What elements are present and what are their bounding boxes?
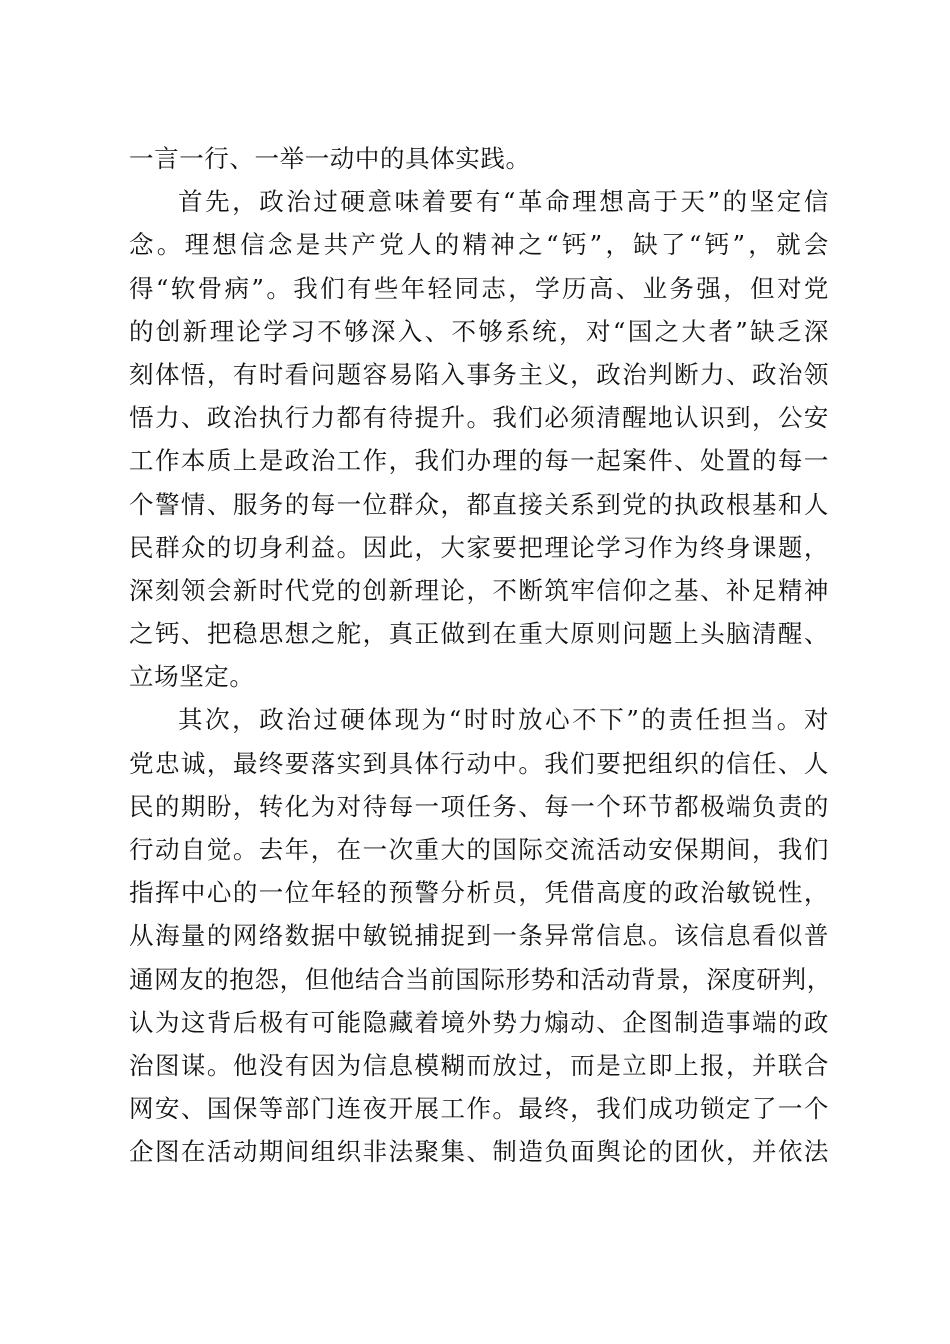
paragraph-line: 其次，政治过硬体现为“时时放心不下”的责任担当。对: [178, 705, 829, 735]
paragraph-line: 网安、国保等部门连夜开展工作。最终，我们成功锁定了一个: [129, 1094, 829, 1124]
paragraph-line: 行动自觉。去年，在一次重大的国际交流活动安保期间，我们: [129, 835, 829, 864]
paragraph-line: 的创新理论学习不够深入、不够系统，对“国之大者”缺乏深: [129, 316, 829, 346]
paragraph-line: 民群众的切身利益。因此，大家要把理论学习作为终身课题，: [129, 532, 829, 562]
paragraph-line: 首先，政治过硬意味着要有“革命理想高于天”的坚定信: [178, 187, 829, 217]
paragraph-line: 从海量的网络数据中敏锐捕捉到一条异常信息。该信息看似普: [129, 921, 829, 951]
document-body: [129, 137, 832, 1174]
paragraph-line: 通网友的抱怨，但他结合当前国际形势和活动背景，深度研判，: [129, 964, 832, 994]
paragraph-line: 指挥中心的一位年轻的预警分析员，凭借高度的政治敏锐性，: [129, 878, 829, 908]
paragraph-line: 悟力、政治执行力都有待提升。我们必须清醒地认识到，公安: [129, 403, 829, 433]
paragraph-line: 民的期盼，转化为对待每一项任务、每一个环节都极端负责的: [129, 791, 829, 821]
paragraph-line: 立场坚定。: [129, 662, 255, 692]
paragraph-line: 一言一行、一举一动中的具体实践。: [129, 144, 531, 173]
paragraph-line: 个警情、服务的每一位群众，都直接关系到党的执政根基和人: [129, 489, 829, 519]
paragraph-line: 治图谋。他没有因为信息模糊而放过，而是立即上报，并联合: [129, 1050, 829, 1080]
paragraph-line: 刻体悟，有时看问题容易陷入事务主义，政治判断力、政治领: [129, 359, 829, 389]
paragraph-line: 工作本质上是政治工作，我们办理的每一起案件、处置的每一: [129, 446, 829, 476]
paragraph-line: 企图在活动期间组织非法聚集、制造负面舆论的团伙，并依法: [129, 1137, 829, 1167]
paragraph-line: 党忠诚，最终要落实到具体行动中。我们要把组织的信任、人: [129, 748, 829, 778]
paragraph-line: 之钙、把稳思想之舵，真正做到在重大原则问题上头脑清醒、: [129, 619, 829, 649]
paragraph-line: 深刻领会新时代党的创新理论，不断筑牢信仰之基、补足精神: [129, 575, 829, 605]
paragraph-line: 认为这背后极有可能隐藏着境外势力煽动、企图制造事端的政: [129, 1007, 829, 1037]
paragraph-line: 念。理想信念是共产党人的精神之“钙”，缺了“钙”，就会: [129, 230, 829, 260]
paragraph-line: 得“软骨病”。我们有些年轻同志，学历高、业务强，但对党: [129, 273, 829, 303]
